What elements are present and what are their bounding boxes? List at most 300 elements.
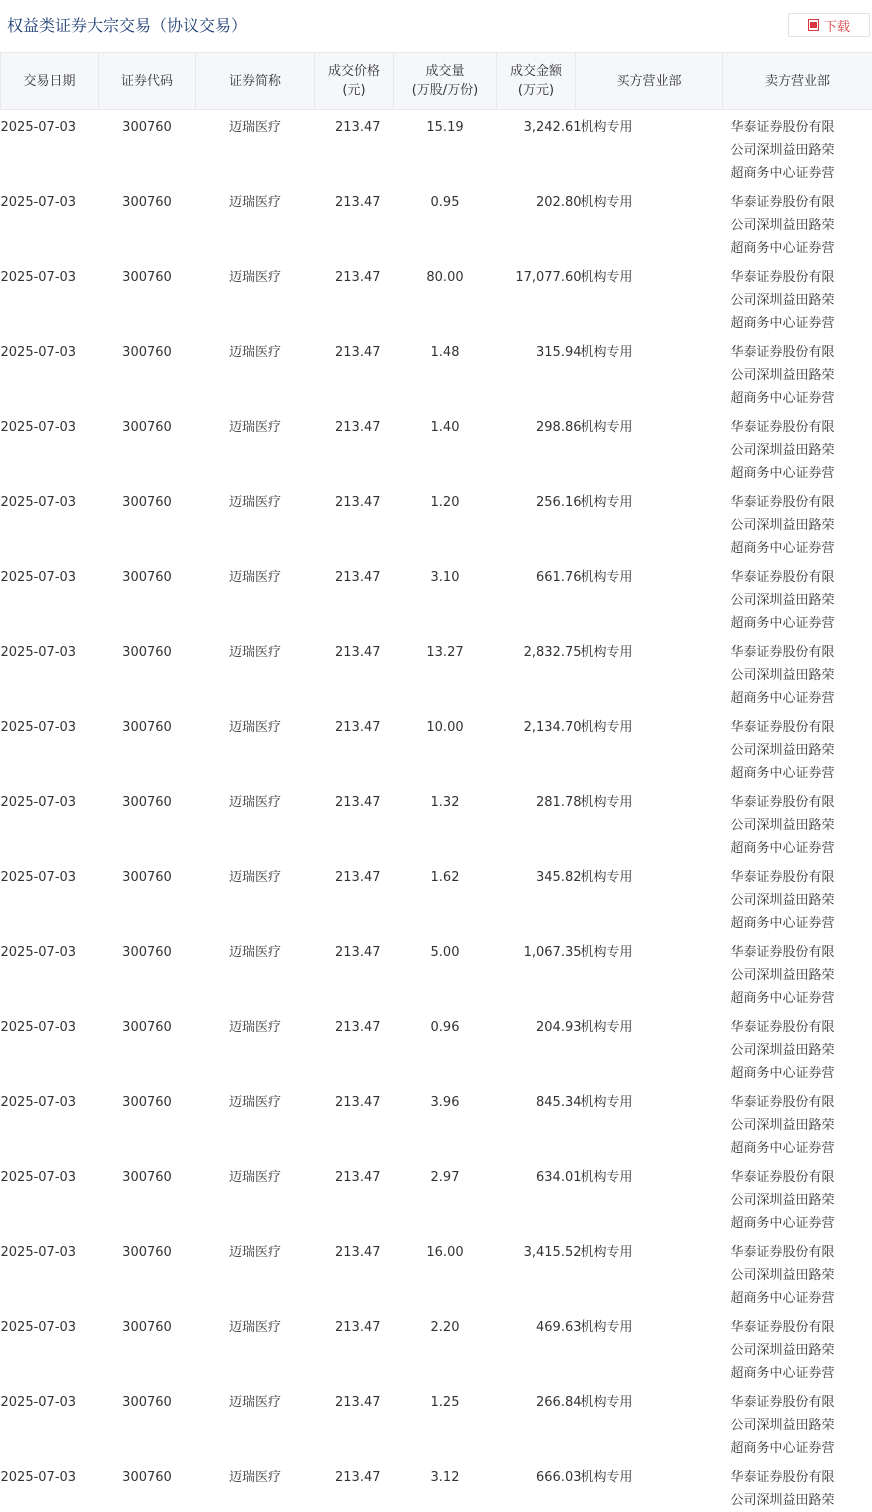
name-value: 迈瑞医疗 xyxy=(228,945,281,960)
cell-price xyxy=(315,185,394,260)
cell-seller xyxy=(723,1010,872,1085)
buyer-value: 机构专用 xyxy=(580,270,633,285)
buyer-value: 机构专用 xyxy=(580,1095,633,1110)
volume-value: 5.00 xyxy=(430,945,460,960)
cell-amount xyxy=(497,185,582,260)
seller-value: 华泰证券股份有限公司深圳益田路荣超商务中心证券营 xyxy=(730,570,835,631)
cell-amount xyxy=(497,1235,582,1310)
table-row xyxy=(1,1460,872,1512)
volume-value: 1.25 xyxy=(430,1395,460,1410)
name-value: 迈瑞医疗 xyxy=(228,1170,281,1185)
volume-value: 3.96 xyxy=(430,1095,460,1110)
date-value: 2025-07-03 xyxy=(0,1470,77,1485)
table-row xyxy=(1,1310,872,1385)
cell-seller xyxy=(723,1385,872,1460)
column-header-amount: 成交金额 (万元) xyxy=(497,53,576,110)
table-row xyxy=(1,1160,872,1235)
cell-name xyxy=(196,1385,315,1460)
date-value: 2025-07-03 xyxy=(0,1245,77,1260)
amount-value: 666.03 xyxy=(536,1470,582,1485)
cell-volume xyxy=(394,1460,497,1512)
cell-amount xyxy=(497,785,582,860)
cell-date xyxy=(1,1085,99,1160)
cell-date xyxy=(1,1235,99,1310)
date-value: 2025-07-03 xyxy=(0,270,77,285)
cell-date xyxy=(1,185,99,260)
code-value: 300760 xyxy=(122,120,172,135)
column-header-name: 证券简称 xyxy=(196,53,315,110)
cell-volume xyxy=(394,935,497,1010)
cell-name xyxy=(196,1310,315,1385)
name-value: 迈瑞医疗 xyxy=(228,495,281,510)
cell-code xyxy=(99,635,196,710)
cell-amount xyxy=(497,410,582,485)
amount-value: 845.34 xyxy=(536,1095,582,1110)
amount-value: 281.78 xyxy=(536,795,582,810)
cell-date xyxy=(1,110,99,186)
seller-value: 华泰证券股份有限公司深圳益田路荣超商务中心证券营 xyxy=(730,1245,835,1306)
cell-seller xyxy=(723,710,872,785)
block-trade-table xyxy=(0,52,872,1512)
cell-seller xyxy=(723,635,872,710)
cell-volume xyxy=(394,860,497,935)
date-value: 2025-07-03 xyxy=(0,1170,77,1185)
code-value: 300760 xyxy=(122,1095,172,1110)
table-row xyxy=(1,710,872,785)
cell-buyer xyxy=(576,1310,723,1385)
table-row xyxy=(1,935,872,1010)
amount-value: 661.76 xyxy=(536,570,582,585)
page-title: 权益类证券大宗交易（协议交易） xyxy=(7,16,248,35)
cell-date xyxy=(1,1010,99,1085)
cell-buyer xyxy=(576,185,723,260)
seller-value: 华泰证券股份有限公司深圳益田路荣超商务中心证券营 xyxy=(730,945,835,1006)
cell-name xyxy=(196,785,315,860)
amount-value: 345.82 xyxy=(536,870,582,885)
cell-price xyxy=(315,935,394,1010)
cell-date xyxy=(1,635,99,710)
code-value: 300760 xyxy=(122,420,172,435)
download-label: 下载 xyxy=(823,19,850,35)
cell-name xyxy=(196,1085,315,1160)
cell-volume xyxy=(394,1235,497,1310)
volume-value: 1.32 xyxy=(430,795,460,810)
cell-volume xyxy=(394,110,497,186)
code-value: 300760 xyxy=(122,1020,172,1035)
table-row xyxy=(1,335,872,410)
cell-price xyxy=(315,1385,394,1460)
cell-volume xyxy=(394,785,497,860)
table-row xyxy=(1,485,872,560)
cell-amount xyxy=(497,485,582,560)
price-value: 213.47 xyxy=(335,270,381,285)
cell-date xyxy=(1,1160,99,1235)
download-button[interactable] xyxy=(788,13,870,37)
seller-value: 华泰证券股份有限公司深圳益田路荣超商务中心证券营 xyxy=(730,1320,835,1381)
buyer-value: 机构专用 xyxy=(580,1395,633,1410)
code-value: 300760 xyxy=(122,945,172,960)
amount-value: 2,134.70 xyxy=(523,720,582,735)
cell-price xyxy=(315,710,394,785)
name-value: 迈瑞医疗 xyxy=(228,1320,281,1335)
cell-seller xyxy=(723,185,872,260)
cell-buyer xyxy=(576,485,723,560)
cell-amount xyxy=(497,1160,582,1235)
code-value: 300760 xyxy=(122,1395,172,1410)
table-row xyxy=(1,110,872,186)
cell-code xyxy=(99,560,196,635)
table-row xyxy=(1,560,872,635)
table-row xyxy=(1,260,872,335)
name-value: 迈瑞医疗 xyxy=(228,270,281,285)
cell-seller xyxy=(723,860,872,935)
date-value: 2025-07-03 xyxy=(0,720,77,735)
seller-value: 华泰证券股份有限公司深圳益田路荣超商务中心证券营 xyxy=(730,1395,835,1456)
cell-buyer xyxy=(576,110,723,186)
name-value: 迈瑞医疗 xyxy=(228,1245,281,1260)
code-value: 300760 xyxy=(122,270,172,285)
code-value: 300760 xyxy=(122,720,172,735)
amount-value: 202.80 xyxy=(536,195,582,210)
cell-volume xyxy=(394,1085,497,1160)
cell-name xyxy=(196,1460,315,1512)
price-value: 213.47 xyxy=(335,420,381,435)
seller-value: 华泰证券股份有限公司深圳益田路荣超商务中心证券营 xyxy=(730,1170,835,1231)
amount-value: 3,415.52 xyxy=(523,1245,582,1260)
cell-buyer xyxy=(576,1385,723,1460)
price-value: 213.47 xyxy=(335,720,381,735)
name-value: 迈瑞医疗 xyxy=(228,795,281,810)
table-row xyxy=(1,1085,872,1160)
name-value: 迈瑞医疗 xyxy=(228,1095,281,1110)
cell-amount xyxy=(497,1310,582,1385)
cell-date xyxy=(1,785,99,860)
code-value: 300760 xyxy=(122,1470,172,1485)
amount-value: 266.84 xyxy=(536,1395,582,1410)
cell-buyer xyxy=(576,935,723,1010)
cell-buyer xyxy=(576,1235,723,1310)
volume-value: 1.62 xyxy=(430,870,460,885)
cell-name xyxy=(196,1235,315,1310)
price-value: 213.47 xyxy=(335,1320,381,1335)
name-value: 迈瑞医疗 xyxy=(228,420,281,435)
cell-price xyxy=(315,260,394,335)
price-value: 213.47 xyxy=(335,1020,381,1035)
cell-name xyxy=(196,710,315,785)
cell-seller xyxy=(723,1085,872,1160)
date-value: 2025-07-03 xyxy=(0,645,77,660)
code-value: 300760 xyxy=(122,495,172,510)
buyer-value: 机构专用 xyxy=(580,495,633,510)
cell-buyer xyxy=(576,1460,723,1512)
volume-value: 3.10 xyxy=(430,570,460,585)
name-value: 迈瑞医疗 xyxy=(228,645,281,660)
price-value: 213.47 xyxy=(335,1470,381,1485)
cell-price xyxy=(315,335,394,410)
cell-volume xyxy=(394,1310,497,1385)
cell-seller xyxy=(723,1160,872,1235)
date-value: 2025-07-03 xyxy=(0,1395,77,1410)
cell-code xyxy=(99,1235,196,1310)
buyer-value: 机构专用 xyxy=(580,195,633,210)
code-value: 300760 xyxy=(122,1320,172,1335)
amount-value: 634.01 xyxy=(536,1170,582,1185)
cell-seller xyxy=(723,560,872,635)
cell-price xyxy=(315,1310,394,1385)
buyer-value: 机构专用 xyxy=(580,1245,633,1260)
cell-volume xyxy=(394,485,497,560)
buyer-value: 机构专用 xyxy=(580,795,633,810)
cell-volume xyxy=(394,560,497,635)
cell-amount xyxy=(497,635,582,710)
cell-seller xyxy=(723,1310,872,1385)
date-value: 2025-07-03 xyxy=(0,795,77,810)
price-value: 213.47 xyxy=(335,120,381,135)
amount-value: 1,067.35 xyxy=(523,945,582,960)
cell-code xyxy=(99,1310,196,1385)
cell-buyer xyxy=(576,785,723,860)
cell-buyer xyxy=(576,560,723,635)
date-value: 2025-07-03 xyxy=(0,1095,77,1110)
price-value: 213.47 xyxy=(335,345,381,360)
date-value: 2025-07-03 xyxy=(0,570,77,585)
cell-code xyxy=(99,1160,196,1235)
cell-date xyxy=(1,560,99,635)
cell-amount xyxy=(497,1010,582,1085)
cell-code xyxy=(99,410,196,485)
cell-amount xyxy=(497,1085,582,1160)
seller-value: 华泰证券股份有限公司深圳益田路荣超商务中心证券营 xyxy=(730,120,835,181)
cell-code xyxy=(99,1085,196,1160)
volume-value: 15.19 xyxy=(426,120,464,135)
cell-name xyxy=(196,1010,315,1085)
cell-name xyxy=(196,485,315,560)
name-value: 迈瑞医疗 xyxy=(228,870,281,885)
cell-name xyxy=(196,860,315,935)
cell-buyer xyxy=(576,260,723,335)
price-value: 213.47 xyxy=(335,795,381,810)
cell-price xyxy=(315,785,394,860)
cell-date xyxy=(1,935,99,1010)
cell-seller xyxy=(723,1235,872,1310)
buyer-value: 机构专用 xyxy=(580,1020,633,1035)
cell-seller xyxy=(723,335,872,410)
buyer-value: 机构专用 xyxy=(580,1170,633,1185)
cell-seller xyxy=(723,1460,872,1512)
code-value: 300760 xyxy=(122,1170,172,1185)
cell-amount xyxy=(497,260,582,335)
code-value: 300760 xyxy=(122,870,172,885)
seller-value: 华泰证券股份有限公司深圳益田路荣超商务中心证券营 xyxy=(730,645,835,706)
cell-date xyxy=(1,410,99,485)
table-row xyxy=(1,185,872,260)
date-value: 2025-07-03 xyxy=(0,1320,77,1335)
amount-value: 298.86 xyxy=(536,420,582,435)
seller-value: 华泰证券股份有限公司深圳益田路荣超商务中心证券营 xyxy=(730,1020,835,1081)
cell-code xyxy=(99,1385,196,1460)
table-body xyxy=(1,110,872,1512)
cell-price xyxy=(315,635,394,710)
cell-amount xyxy=(497,110,582,186)
cell-code xyxy=(99,935,196,1010)
buyer-value: 机构专用 xyxy=(580,1320,633,1335)
cell-date xyxy=(1,335,99,410)
volume-value: 0.95 xyxy=(430,195,460,210)
cell-volume xyxy=(394,335,497,410)
name-value: 迈瑞医疗 xyxy=(228,1020,281,1035)
cell-price xyxy=(315,1160,394,1235)
amount-value: 2,832.75 xyxy=(523,645,582,660)
cell-amount xyxy=(497,710,582,785)
amount-value: 315.94 xyxy=(536,345,582,360)
cell-price xyxy=(315,560,394,635)
volume-value: 3.12 xyxy=(430,1470,460,1485)
volume-value: 13.27 xyxy=(426,645,464,660)
cell-price xyxy=(315,1085,394,1160)
column-header-seller: 卖方营业部 xyxy=(723,53,872,110)
volume-value: 1.20 xyxy=(430,495,460,510)
buyer-value: 机构专用 xyxy=(580,570,633,585)
column-header-buyer: 买方营业部 xyxy=(576,53,723,110)
cell-name xyxy=(196,1160,315,1235)
date-value: 2025-07-03 xyxy=(0,420,77,435)
date-value: 2025-07-03 xyxy=(0,195,77,210)
cell-date xyxy=(1,1460,99,1512)
cell-date xyxy=(1,1385,99,1460)
price-value: 213.47 xyxy=(335,570,381,585)
title-bar xyxy=(0,0,872,52)
code-value: 300760 xyxy=(122,795,172,810)
name-value: 迈瑞医疗 xyxy=(228,345,281,360)
date-value: 2025-07-03 xyxy=(0,870,77,885)
cell-seller xyxy=(723,260,872,335)
cell-code xyxy=(99,1460,196,1512)
cell-price xyxy=(315,860,394,935)
price-value: 213.47 xyxy=(335,495,381,510)
seller-value: 华泰证券股份有限公司深圳益田路荣超商务中心证券营 xyxy=(730,345,835,406)
seller-value: 华泰证券股份有限公司深圳益田路荣 xyxy=(730,1470,835,1508)
price-value: 213.47 xyxy=(335,1245,381,1260)
date-value: 2025-07-03 xyxy=(0,495,77,510)
seller-value: 华泰证券股份有限公司深圳益田路荣超商务中心证券营 xyxy=(730,495,835,556)
cell-amount xyxy=(497,335,582,410)
amount-value: 256.16 xyxy=(536,495,582,510)
cell-name xyxy=(196,260,315,335)
cell-amount xyxy=(497,1385,582,1460)
code-value: 300760 xyxy=(122,345,172,360)
cell-name xyxy=(196,335,315,410)
name-value: 迈瑞医疗 xyxy=(228,1470,281,1485)
name-value: 迈瑞医疗 xyxy=(228,570,281,585)
table-row xyxy=(1,410,872,485)
code-value: 300760 xyxy=(122,195,172,210)
cell-buyer xyxy=(576,1010,723,1085)
price-value: 213.47 xyxy=(335,1395,381,1410)
date-value: 2025-07-03 xyxy=(0,345,77,360)
buyer-value: 机构专用 xyxy=(580,945,633,960)
cell-buyer xyxy=(576,410,723,485)
volume-value: 1.40 xyxy=(430,420,460,435)
cell-seller xyxy=(723,485,872,560)
cell-price xyxy=(315,110,394,186)
date-value: 2025-07-03 xyxy=(0,945,77,960)
seller-value: 华泰证券股份有限公司深圳益田路荣超商务中心证券营 xyxy=(730,270,835,331)
code-value: 300760 xyxy=(122,1245,172,1260)
cell-date xyxy=(1,710,99,785)
date-value: 2025-07-03 xyxy=(0,120,77,135)
cell-seller xyxy=(723,935,872,1010)
cell-volume xyxy=(394,260,497,335)
cell-code xyxy=(99,260,196,335)
cell-price xyxy=(315,410,394,485)
cell-price xyxy=(315,1460,394,1512)
cell-volume xyxy=(394,635,497,710)
seller-value: 华泰证券股份有限公司深圳益田路荣超商务中心证券营 xyxy=(730,1095,835,1156)
cell-date xyxy=(1,860,99,935)
column-header-code: 证券代码 xyxy=(99,53,196,110)
cell-price xyxy=(315,1235,394,1310)
code-value: 300760 xyxy=(122,570,172,585)
cell-date xyxy=(1,260,99,335)
table-row xyxy=(1,1235,872,1310)
price-value: 213.47 xyxy=(335,870,381,885)
cell-name xyxy=(196,410,315,485)
amount-value: 17,077.60 xyxy=(515,270,582,285)
buyer-value: 机构专用 xyxy=(580,720,633,735)
seller-value: 华泰证券股份有限公司深圳益田路荣超商务中心证券营 xyxy=(730,720,835,781)
name-value: 迈瑞医疗 xyxy=(228,1395,281,1410)
cell-volume xyxy=(394,1010,497,1085)
buyer-value: 机构专用 xyxy=(580,1470,633,1485)
column-header-date: 交易日期 xyxy=(1,53,99,110)
amount-value: 469.63 xyxy=(536,1320,582,1335)
cell-buyer xyxy=(576,1160,723,1235)
buyer-value: 机构专用 xyxy=(580,345,633,360)
cell-amount xyxy=(497,560,582,635)
name-value: 迈瑞医疗 xyxy=(228,195,281,210)
cell-date xyxy=(1,1310,99,1385)
cell-seller xyxy=(723,110,872,186)
cell-price xyxy=(315,485,394,560)
amount-value: 3,242.61 xyxy=(523,120,582,135)
buyer-value: 机构专用 xyxy=(580,645,633,660)
volume-value: 2.20 xyxy=(430,1320,460,1335)
cell-code xyxy=(99,785,196,860)
seller-value: 华泰证券股份有限公司深圳益田路荣超商务中心证券营 xyxy=(730,420,835,481)
cell-code xyxy=(99,860,196,935)
cell-volume xyxy=(394,410,497,485)
volume-value: 80.00 xyxy=(426,270,464,285)
cell-code xyxy=(99,335,196,410)
table-row xyxy=(1,785,872,860)
cell-seller xyxy=(723,410,872,485)
code-value: 300760 xyxy=(122,645,172,660)
price-value: 213.47 xyxy=(335,195,381,210)
cell-seller xyxy=(723,785,872,860)
cell-amount xyxy=(497,860,582,935)
cell-code xyxy=(99,1010,196,1085)
cell-volume xyxy=(394,185,497,260)
cell-buyer xyxy=(576,635,723,710)
volume-value: 1.48 xyxy=(430,345,460,360)
name-value: 迈瑞医疗 xyxy=(228,720,281,735)
cell-price xyxy=(315,1010,394,1085)
cell-amount xyxy=(497,1460,582,1512)
cell-code xyxy=(99,110,196,186)
cell-name xyxy=(196,185,315,260)
table-row xyxy=(1,635,872,710)
cell-name xyxy=(196,935,315,1010)
